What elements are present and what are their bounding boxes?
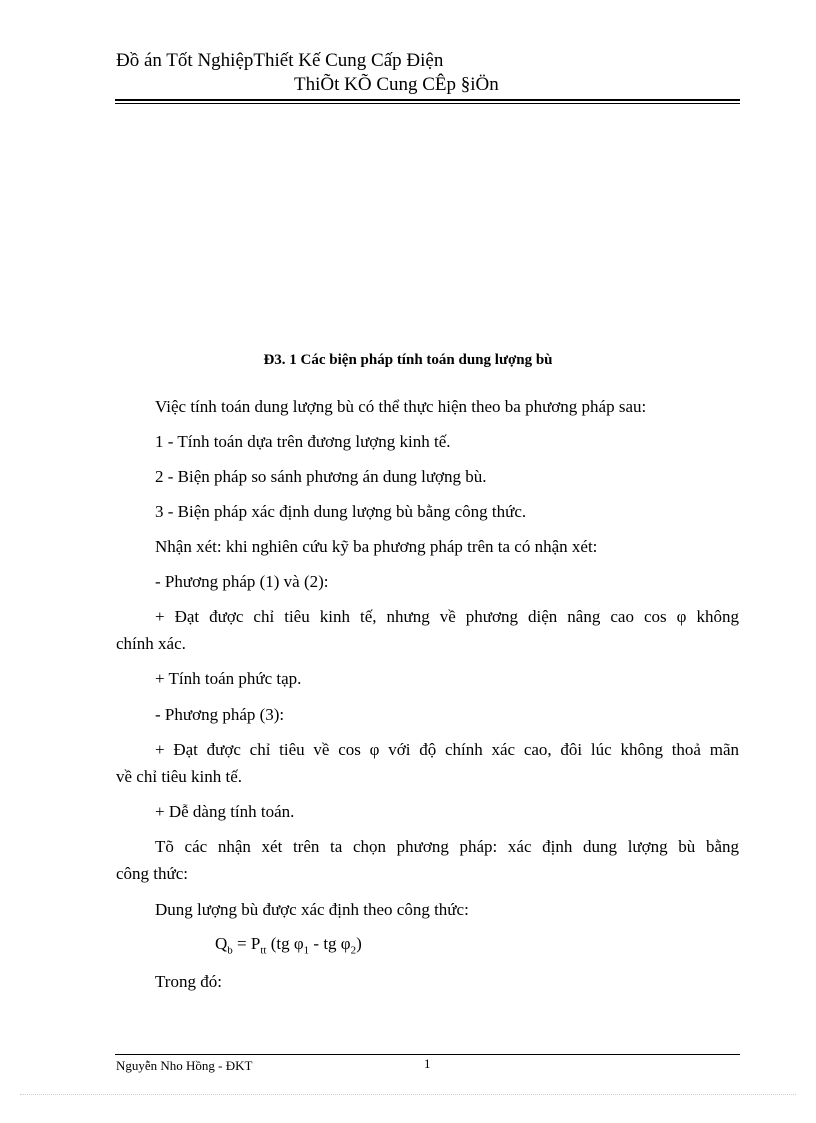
formula-equals-p: = P — [232, 934, 261, 953]
formula-close-paren: ) — [356, 934, 362, 953]
footer-author: Nguyễn Nho Hồng - ĐKT — [116, 1058, 253, 1073]
formula-p-subscript: tt — [260, 944, 267, 957]
list-item-method-2: 2 - Biện pháp so sánh phương án dung lượng bù. — [155, 467, 487, 486]
paragraph-formula-intro: Dung lượng bù được xác định theo công thức: — [155, 900, 469, 919]
footer-page-number: 1 — [424, 1056, 431, 1071]
paragraph-advantage-line1: + Đạt được chỉ tiêu kinh tế, nhưng về phương diện nâng cao cos φ không — [155, 607, 739, 626]
formula-q-subscript: b — [227, 944, 233, 957]
subheading-methods-1-2: - Phương pháp (1) và (2): — [155, 572, 329, 591]
list-item-method-3: 3 - Biện pháp xác định dung lượng bù bằng công thức. — [155, 502, 527, 521]
footer-rule — [115, 1054, 740, 1055]
subheading-method-3: - Phương pháp (3): — [155, 705, 285, 724]
section-title: Đ3. 1 Các biện pháp tính toán dung lượng bù — [263, 352, 553, 368]
paragraph-accuracy-line2: về chỉ tiêu kinh tế. — [116, 767, 243, 786]
formula-minus-tg-phi2: - tg φ — [309, 934, 351, 953]
header-title-line1: Đồ án Tốt NghiệpThiết Kế Cung Cấp Điện — [116, 50, 444, 71]
list-item-method-1: 1 - Tính toán dựa trên đương lượng kinh tế. — [155, 432, 451, 451]
header-title-line2: ThiÕt KÕ Cung CÊp §iÖn — [294, 74, 499, 95]
paragraph-intro: Việc tính toán dung lượng bù có thể thực hiện theo ba phương pháp sau: — [155, 397, 647, 416]
formula-qb — [215, 934, 362, 956]
paragraph-complex: + Tính toán phức tạp. — [155, 669, 302, 688]
paragraph-choice-line1: Tõ các nhận xét trên ta chọn phương pháp: xác định dung lượng bù bằng — [155, 837, 739, 856]
formula-phi2-subscript: 2 — [350, 944, 357, 957]
formula-tg-phi1: (tg φ — [266, 934, 304, 953]
paragraph-where: Trong đó: — [155, 972, 222, 991]
formula-q: Q — [215, 934, 228, 953]
paragraph-choice-line2: công thức: — [116, 864, 189, 883]
paragraph-easy: + Dễ dàng tính toán. — [155, 802, 295, 821]
paragraph-accuracy-line1: + Đạt được chỉ tiêu về cos φ với độ chính xác cao, đôi lúc không thoả mãn — [155, 740, 739, 759]
header-rule-thin — [115, 103, 740, 104]
page-bottom-dotted-border — [20, 1094, 796, 1095]
header-rule-thick — [115, 99, 740, 101]
formula-phi1-subscript: 1 — [303, 944, 310, 957]
paragraph-advantage-line2: chính xác. — [116, 634, 186, 653]
paragraph-remark: Nhận xét: khi nghiên cứu kỹ ba phương pháp trên ta có nhận xét: — [155, 537, 598, 556]
